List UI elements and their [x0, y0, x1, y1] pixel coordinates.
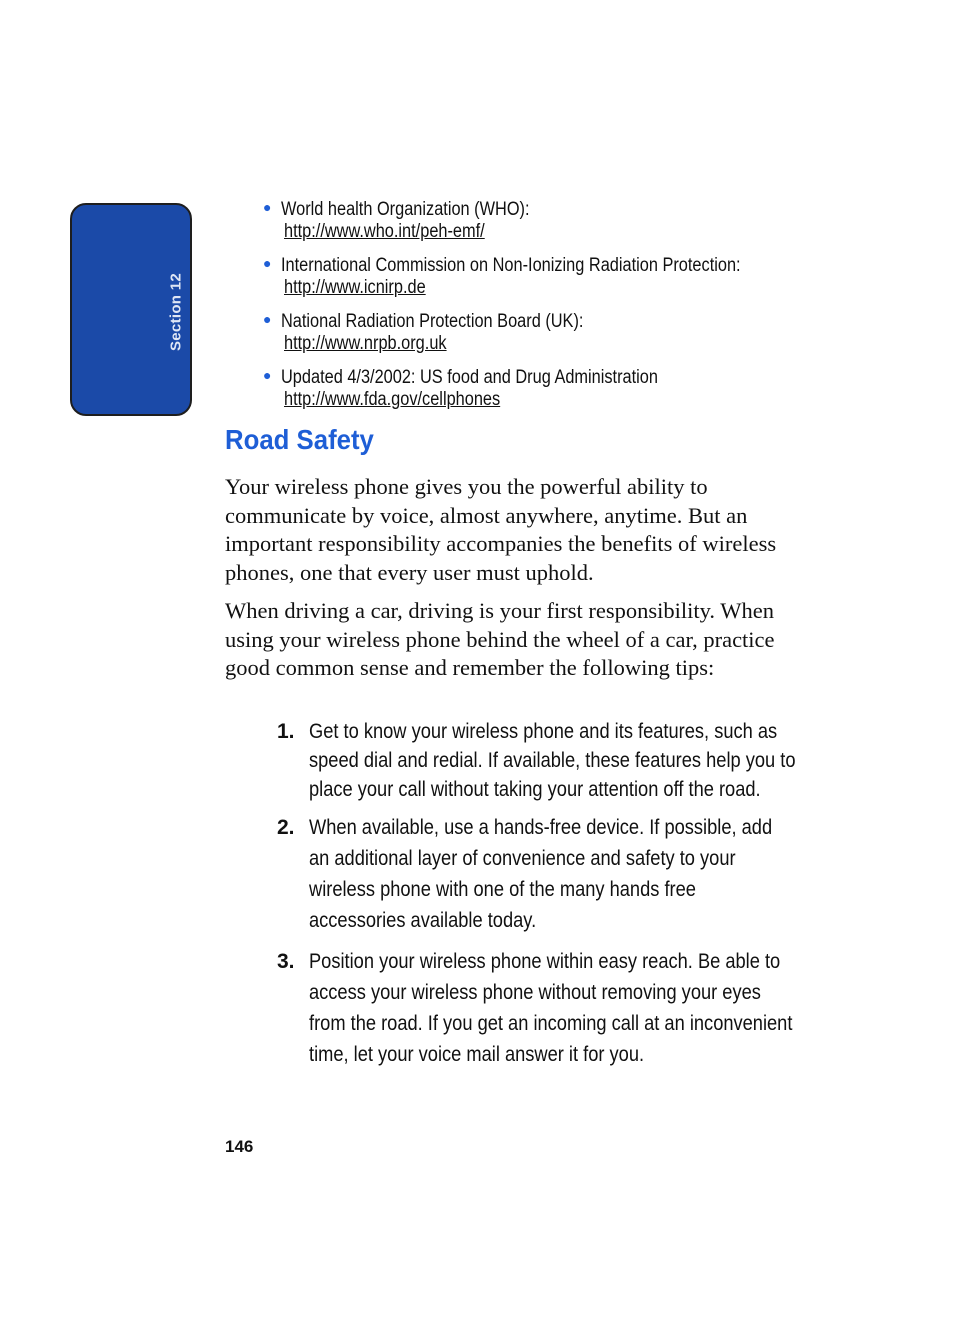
section-tab-label: Section 12 [167, 272, 185, 352]
page-number: 146 [225, 1137, 254, 1156]
reference-name: National Radiation Protection Board (UK): [281, 311, 584, 332]
reference-name: World health Organization (WHO): [281, 199, 530, 220]
reference-link[interactable]: http://www.icnirp.de [284, 277, 426, 298]
reference-item [263, 366, 823, 411]
tip-item [277, 812, 807, 936]
bullet-icon: ● [263, 199, 272, 215]
tip-item [277, 717, 807, 804]
reference-link[interactable]: http://www.nrpb.org.uk [284, 333, 447, 354]
reference-name: International Commission on Non-Ionizing Radiation Protection: [281, 255, 741, 276]
bullet-icon: ● [263, 255, 272, 271]
tip-number: 3. [277, 950, 295, 973]
reference-name: Updated 4/3/2002: US food and Drug Administration [281, 367, 658, 388]
tip-text: When available, use a hands-free device. If possible, add an additional layer of convenience and safety to your wireless phone with one of the many hands free accessories available today. [309, 816, 773, 932]
tip-number: 1. [277, 720, 295, 743]
tips-list [277, 717, 807, 1070]
reference-item [263, 254, 823, 299]
bullet-icon: ● [263, 367, 272, 383]
tip-text: Get to know your wireless phone and its features, such as speed dial and redial. If available, these features help you to place your call without taking your attention off the road. [309, 720, 796, 801]
reference-list [263, 198, 823, 422]
bullet-icon: ● [263, 311, 272, 327]
body-paragraph: Your wireless phone gives you the powerful ability to communicate by voice, almost anywhere, anytime. But an important responsibility accompanies the benefits of wireless phones, one that every user must uphold. [225, 474, 777, 585]
tip-item [277, 946, 807, 1070]
tip-text: Position your wireless phone within easy reach. Be able to access your wireless phone without removing your eyes from the road. If you get an incoming call at an inconvenient time, let your voice mail answer it for you. [309, 950, 793, 1066]
section-heading: Road Safety [225, 424, 374, 455]
reference-item [263, 198, 823, 243]
reference-link[interactable]: http://www.fda.gov/cellphones [284, 389, 501, 410]
body-paragraph: When driving a car, driving is your first responsibility. When using your wireless phone behind the wheel of a car, practice good common sense and remember the following tips: [225, 598, 775, 681]
tip-number: 2. [277, 816, 295, 839]
reference-item [263, 310, 823, 355]
reference-link[interactable]: http://www.who.int/peh-emf/ [284, 221, 485, 242]
